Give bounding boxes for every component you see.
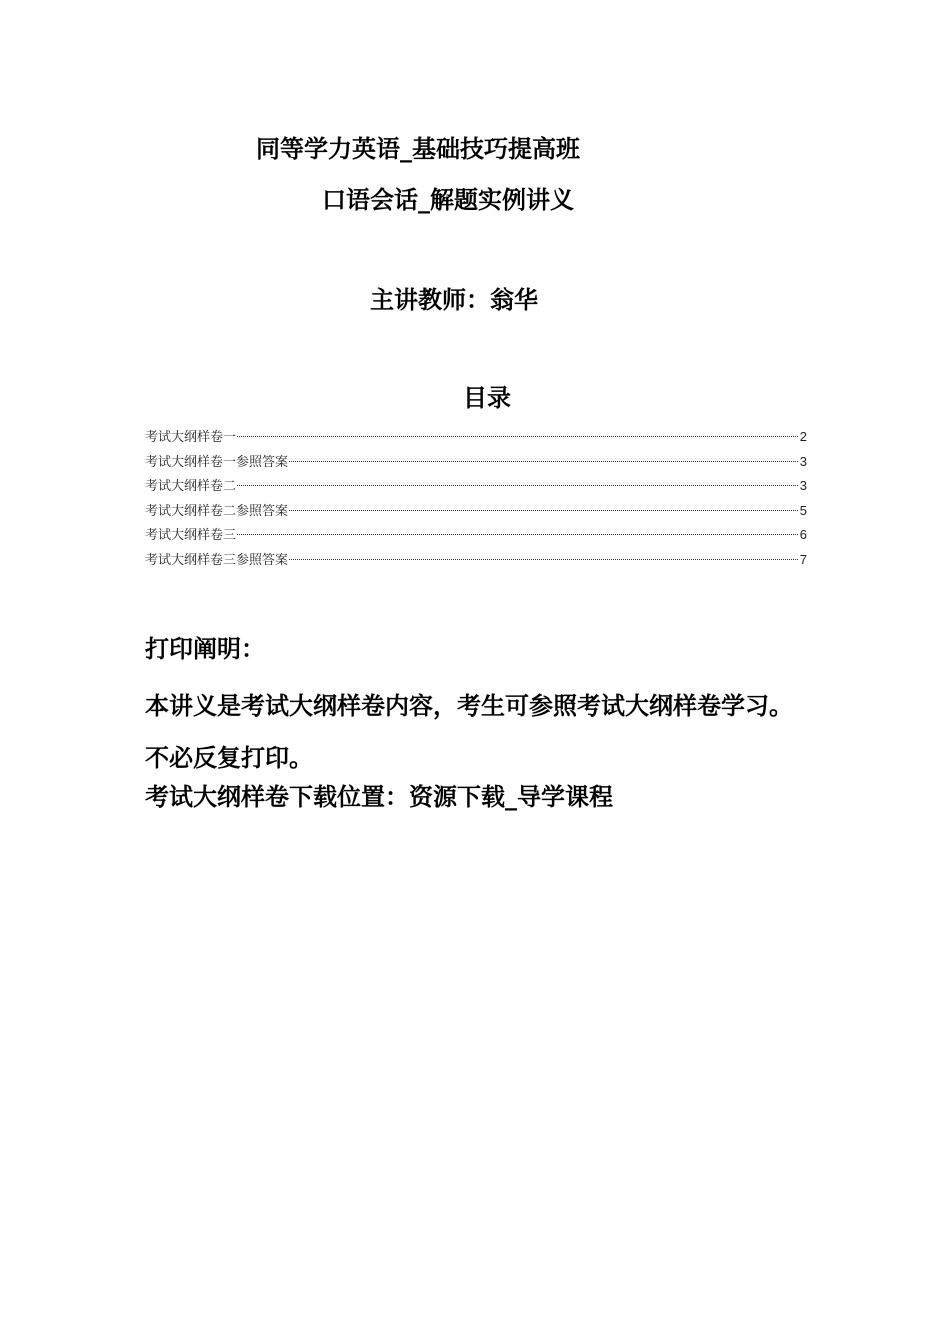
toc-leader-dots (289, 461, 798, 462)
toc-entry-label: 考试大纲样卷一参照答案 (145, 454, 289, 470)
print-note-heading: 打印阐明： (145, 635, 265, 663)
toc-entry[interactable] (145, 499, 807, 524)
toc-entry-label: 考试大纲样卷三 (145, 528, 237, 544)
toc-entry[interactable] (145, 450, 807, 475)
print-note-body: 本讲义是考试大纲样卷内容，考生可参照考试大纲样卷学习。不必反复打印。 (145, 692, 793, 772)
toc-entry-label: 考试大纲样卷二参照答案 (145, 503, 289, 519)
toc-entry-page: 3 (799, 453, 807, 469)
toc-leader-dots (289, 559, 798, 560)
toc-entry-page: 7 (799, 551, 807, 567)
teacher-name: 主讲教师：翁华 (370, 286, 538, 314)
toc-entry[interactable] (145, 523, 807, 548)
toc-heading: 目录 (463, 384, 511, 412)
toc-entry-label: 考试大纲样卷三参照答案 (145, 552, 289, 568)
toc-entry-label: 考试大纲样卷二 (145, 479, 237, 495)
toc-leader-dots (237, 485, 798, 486)
toc-leader-dots (237, 534, 798, 535)
toc-entry-page: 3 (799, 478, 807, 494)
toc-entry-label: 考试大纲样卷一 (145, 430, 237, 445)
download-location-note: 考试大纲样卷下载位置：资源下载_导学课程 (145, 783, 613, 811)
document-title: 同等学力英语_基础技巧提高班 (256, 135, 580, 163)
table-of-contents (145, 425, 807, 573)
toc-entry-page: 6 (799, 527, 807, 543)
toc-leader-dots (237, 436, 798, 437)
toc-entry[interactable] (145, 425, 807, 450)
toc-entry-page: 2 (799, 429, 807, 444)
document-subtitle: 口语会话_解题实例讲义 (322, 186, 574, 214)
toc-entry[interactable] (145, 548, 807, 573)
toc-leader-dots (289, 510, 798, 511)
toc-entry-page: 5 (799, 502, 807, 518)
toc-entry[interactable] (145, 474, 807, 499)
